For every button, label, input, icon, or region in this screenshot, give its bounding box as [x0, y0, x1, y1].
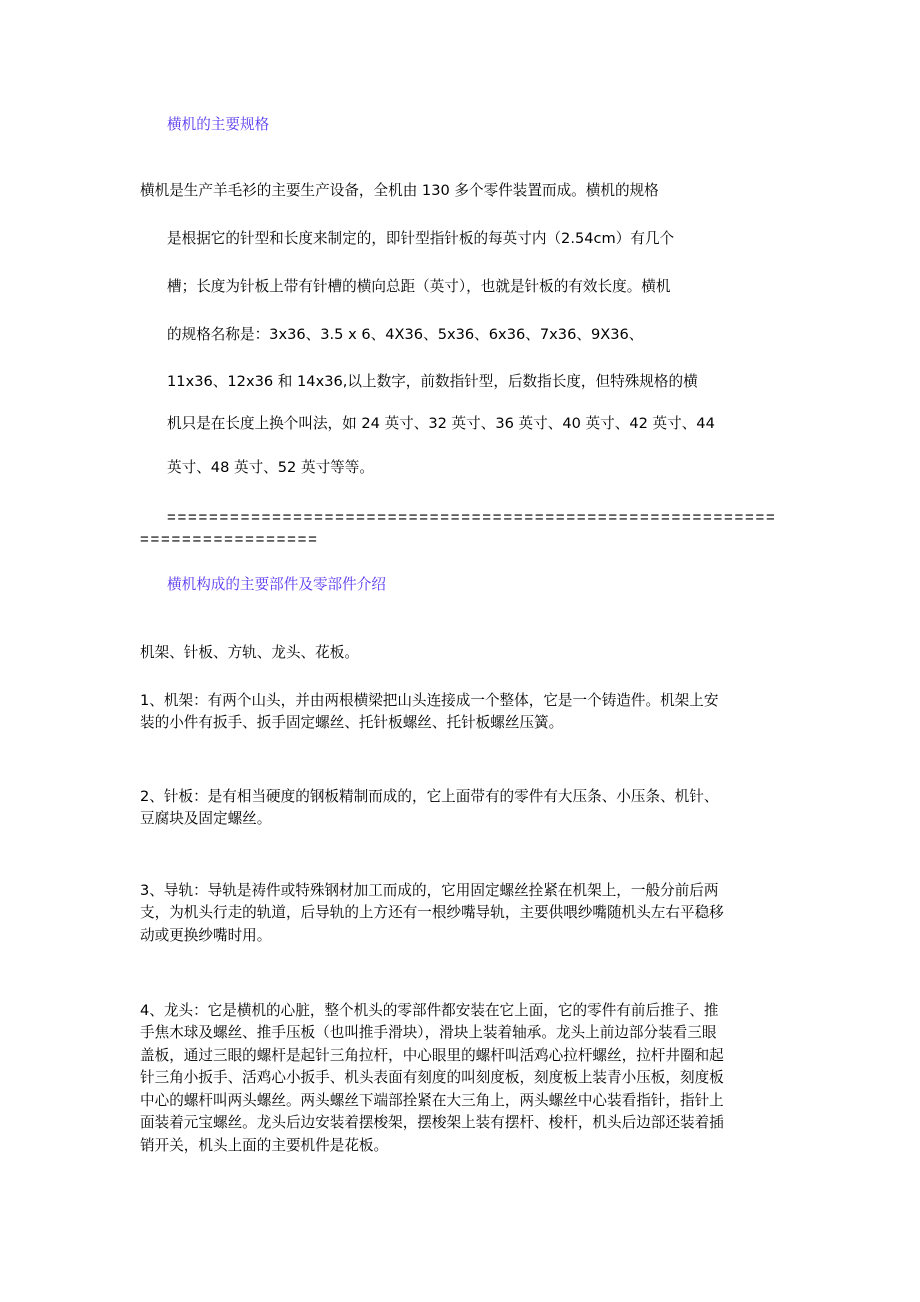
component-item-line: 盖板，通过三眼的螺杆是起针三角拉杆，中心眼里的螺杆叫活鸡心拉杆螺丝，拉杆井圈和起	[140, 1047, 724, 1064]
separator-line: ==========================================================	[167, 509, 777, 526]
component-item-line: 装的小件有扳手、扳手固定螺丝、托针板螺丝、托针板螺丝压簧。	[140, 714, 564, 731]
paragraph-line: 机只是在长度上换个叫法，如 24 英寸、32 英寸、36 英寸、40 英寸、42 英寸、44	[167, 415, 715, 432]
component-item-line: 动或更换纱嘴时用。	[140, 927, 272, 944]
component-item-line: 2、针板：是有相当硬度的钢板精制而成的，它上面带有的零件有大压条、小压条、机针、	[140, 788, 719, 805]
paragraph-line: 是根据它的针型和长度来制定的，即针型指针板的每英寸内（2.54cm）有几个	[167, 230, 675, 247]
paragraph-line: 的规格名称是：3x36、3.5 x 6、4X36、5x36、6x36、7x36、9X36、	[167, 326, 644, 343]
component-item-line: 豆腐块及固定螺丝。	[140, 810, 272, 827]
component-item-line: 4、龙头：它是横机的心脏，整个机头的零部件都安装在它上面，它的零件有前后推子、推	[140, 1002, 719, 1019]
paragraph-line: 横机是生产羊毛衫的主要生产设备，全机由 130 多个零件装置而成。横机的规格	[140, 182, 659, 199]
component-item-line: 销开关，机头上面的主要机件是花板。	[140, 1137, 389, 1154]
component-item-line: 1、机架：有两个山头，并由两根横梁把山头连接成一个整体，它是一个铸造件。机架上安	[140, 692, 719, 709]
component-item-line: 针三角小扳手、活鸡心小扳手、机头表面有刻度的叫刻度板，刻度板上装青小压板，刻度板	[140, 1069, 724, 1086]
component-item-line: 3、导轨：导轨是祷件或特殊钢材加工而成的，它用固定螺丝拴紧在机架上，一般分前后两	[140, 882, 719, 899]
component-item-line: 支，为机头行走的轨道，后导轨的上方还有一根纱嘴导轨，主要供喂纱嘴随机头左右平稳移	[140, 904, 724, 921]
separator-line: =================	[140, 531, 319, 548]
intro-line: 机架、针板、方轨、龙头、花板。	[140, 644, 359, 661]
component-item-line: 面装着元宝螺丝。龙头后边安装着摆梭架，摆梭架上装有摆杆、梭杆，机头后边部还装着插	[140, 1114, 724, 1131]
paragraph-line: 槽；长度为针板上带有针槽的横向总距（英寸），也就是针板的有效长度。横机	[167, 278, 671, 295]
section-heading-components: 横机构成的主要部件及零部件介绍	[167, 576, 386, 593]
component-item-line: 手焦木球及螺丝、推手压板（也叫推手滑块），滑块上装着轴承。龙头上前边部分装看三眼	[140, 1024, 717, 1041]
paragraph-line: 11x36、12x36 和 14x36,以上数字，前数指针型，后数指长度，但特殊规格的横	[167, 373, 698, 390]
paragraph-line: 英寸、48 英寸、52 英寸等等。	[167, 459, 374, 476]
component-item-line: 中心的螺杆叫两头螺丝。两头螺丝下端部拴紧在大三角上，两头螺丝中心装看指针，指针上	[140, 1092, 724, 1109]
section-heading-specs: 横机的主要规格	[167, 116, 270, 133]
